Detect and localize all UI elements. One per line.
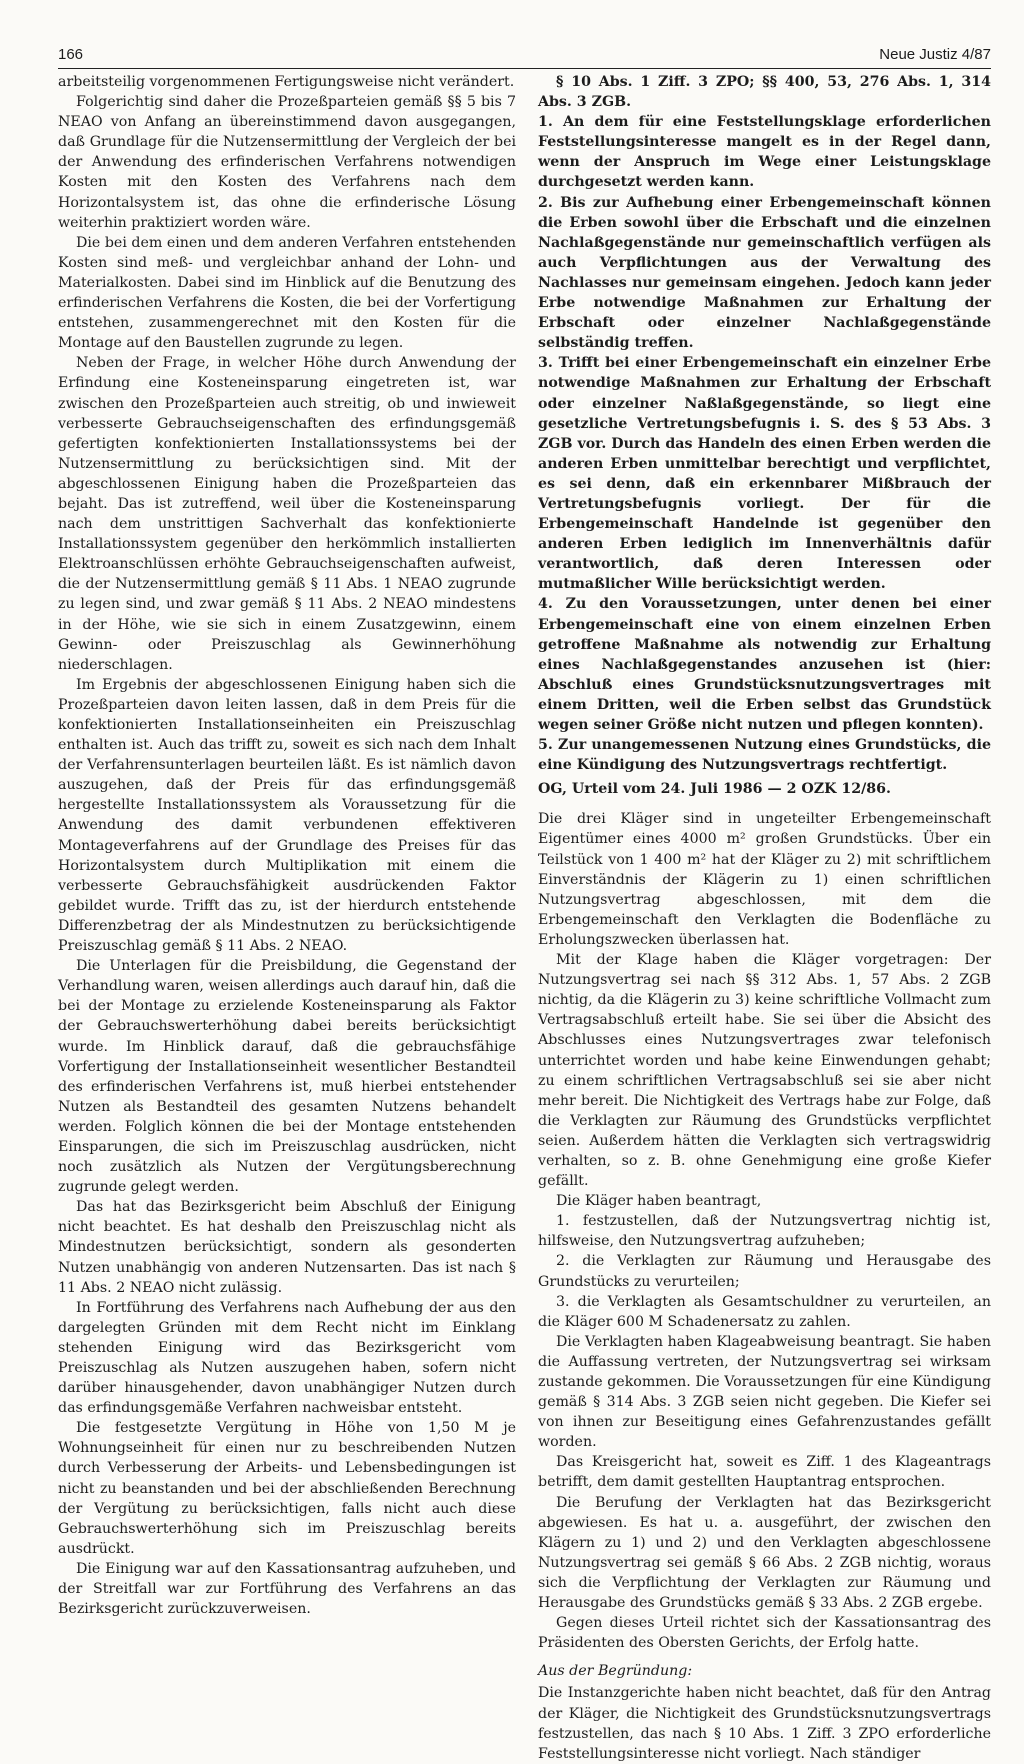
right-column bbox=[538, 72, 991, 1762]
paragraph: 2. die Verklagten zur Räumung und Herausgabe des Grundstücks zu verurteilen; bbox=[538, 1253, 991, 1290]
headnote-1: 1. An dem für eine Feststellungsklage erforderlichen Feststellungsinteresse mangelt es in der Regel dann, wenn der Anspruch im Wege einer Leistungsklage durchgesetzt werden kann. bbox=[538, 114, 991, 191]
journal-issue: Neue Justiz 4/87 bbox=[879, 46, 991, 63]
paragraph: Im Ergebnis der abgeschlossenen Einigung haben sich die Prozeßparteien davon leiten lassen, daß in dem Preis für die konfektionierten Installationseinheiten ein Preiszuschlag enthalten ist. Auch das trifft zu, soweit es sich nach dem Inhalt der Verfahrensunterlagen beurteilen läßt. Es ist nämlich davon auszugehen, daß der Preis für das erfindungsgemäß hergestellte Installationssystem als Voraussetzung für die Anwendung des damit verbundenen effektiveren Montageverfahrens auf der Grundlage des Preises für das Horizontalsystem durch Multiplikation mit einem die verbesserte Gebrauchsfähigkeit ausdrückenden Faktor gebildet wurde. Trifft das zu, ist der hierdurch entstehende Differenzbetrag der als Mindestnutzen zu berücksichtigende Preiszuschlag gemäß § 11 Abs. 2 NEAO. bbox=[58, 676, 516, 955]
paragraph: Das Kreisgericht hat, soweit es Ziff. 1 des Klageantrags betrifft, dem damit gestellten Hauptantrag entsprochen. bbox=[538, 1454, 991, 1491]
paragraph: Die Einigung war auf den Kassationsantrag aufzuheben, und der Streitfall war zur Fortführung des Verfahrens an das Bezirksgericht zurückzuverweisen. bbox=[58, 1560, 516, 1618]
headnote-3: 3. Trifft bei einer Erbengemeinschaft ein einzelner Erbe notwendige Maßnahmen zur Erhaltung der Erbschaft oder einzelner Naßlaßgegenstände, so liegt eine gesetzliche Vertretungsbefugnis i. S. des § 53 Abs. 3 ZGB vor. Durch das Handeln des einen Erben werden die anderen Erben unmittelbar berechtigt und verpflichtet, es sei denn, daß ein erkennbarer Mißbrauch der Vertretungsbefugnis vorliegt. Der für die Erbengemeinschaft Handelnde ist gegenüber den anderen Erben lediglich im Innenverhältnis dafür verantwortlich, daß deren Interessen oder mutmaßlicher Wille berücksichtigt werden. bbox=[538, 355, 991, 593]
paragraph: Gegen dieses Urteil richtet sich der Kassationsantrag des Präsidenten des Obersten Gerichts, der Erfolg hatte. bbox=[538, 1615, 991, 1652]
headnote-2: 2. Bis zur Aufhebung einer Erbengemeinschaft können die Erben sowohl über die Erbschaft und die einzelnen Nachlaßgegenstände nur gemeinschaftlich verfügen als auch Verpflichtungen aus der Verwaltung des Nachlasses nur gemeinsam eingehen. Jedoch kann jeder Erbe notwendige Maßnahmen zur Erhaltung der Erbschaft oder einzelner Nachlaßgegenstände selbständig treffen. bbox=[538, 194, 991, 352]
page-header bbox=[58, 46, 991, 69]
headnote-4: 4. Zu den Voraussetzungen, unter denen bei einer Erbengemeinschaft eine von einem einzelnen Erben getroffene Maßnahme als notwendig zur Erhaltung eines Nachlaßgegenstandes anzusehen ist (hier: Abschluß eines Grundstücksnutzungsvertrages mit einem Dritten, weil die Erben selbst das Grundstück wegen seiner Größe nicht nutzen und pflegen konnten). bbox=[538, 596, 991, 733]
paragraph: Die Unterlagen für die Preisbildung, die Gegenstand der Verhandlung waren, weisen allerdings auch darauf hin, daß die bei der Montage zu erzielende Kosteneinsparung als Faktor der Gebrauchswerterhöhung dabei bereits berücksichtigt wurde. Im Hinblick darauf, daß die gebrauchsfähige Vorfertigung der Installationseinheit wesentlicher Bestandteil des erfinderischen Verfahrens ist, muß hierbei entstehender Nutzen als Bestandteil des gesamten Nutzens behandelt werden. Folglich können die bei der Montage entstehenden Einsparungen, die sich im Preiszuschlag ausdrücken, nicht noch zusätzlich als Nutzen der Vergütungsberechnung zugrunde gelegt werden. bbox=[58, 958, 516, 1196]
headnote-5: 5. Zur unangemessenen Nutzung eines Grundstücks, die eine Kündigung des Nutzungsvertrags rechtfertigt. bbox=[538, 737, 991, 774]
paragraph: Folgerichtig sind daher die Prozeßparteien gemäß §§ 5 bis 7 NEAO von Anfang an übereinstimmend davon ausgegangen, daß Grundlage für die Nutzensermittlung der Vergleich der bei der Anwendung des erfinderischen Verfahrens notwendigen Kosten mit den Kosten des Verfahrens nach dem Horizontalsystem ist, das ohne die erfinderische Lösung weiterhin praktiziert worden wäre. bbox=[58, 94, 516, 231]
paragraph: Die drei Kläger sind in ungeteilter Erbengemeinschaft Eigentümer eines 4000 m² großen Grundstücks. Über ein Teilstück von 1 400 m² hat der Kläger zu 2) mit schriftlichem Einverständnis der Klägerin zu 1) einen schriftlichen Nutzungsvertrag abgeschlossen, mit dem die Erbengemeinschaft den Verklagten die Bodenfläche zu Erholungszwecken überlassen hat. bbox=[538, 811, 991, 948]
judgment-body bbox=[538, 809, 991, 1763]
paragraph: 1. festzustellen, daß der Nutzungsvertrag nichtig ist, hilfsweise, den Nutzungsvertrag aufzuheben; bbox=[538, 1213, 991, 1250]
statute-citation: § 10 Abs. 1 Ziff. 3 ZPO; §§ 400, 53, 276 Abs. 1, 314 Abs. 3 ZGB. bbox=[538, 74, 991, 111]
page-number: 166 bbox=[58, 46, 84, 63]
paragraph: Mit der Klage haben die Kläger vorgetragen: Der Nutzungsvertrag sei nach §§ 312 Abs. 1, 57 Abs. 2 ZGB nichtig, da die Klägerin zu 3) keine schriftliche Vollmacht zum Vertragsabschluß erteilt habe. Sie sei über die Absicht des Abschlusses eines Nutzungsvertrages zwar telefonisch unterrichtet worden und habe keine Einwendungen gehabt; zu einem schriftlichen Vertragsabschluß sei sie aber nicht mehr bereit. Die Nichtigkeit des Vertrags habe zur Folge, daß die Verklagten zur Räumung des Grundstücks verpflichtet seien. Außerdem hätten die Verklagten sich vertragswidrig verhalten, so z. B. ohne Genehmigung eine große Kiefer gefällt. bbox=[538, 952, 991, 1190]
paragraph: In Fortführung des Verfahrens nach Aufhebung der aus den dargelegten Gründen mit dem Recht nicht im Einklang stehenden Einigung wird das Bezirksgericht vom Preiszuschlag als Nutzen auszugehen haben, sofern nicht darüber hinausgehender, davon unabhängiger Nutzen durch das erfindungsgemäße Verfahren nachweisbar entsteht. bbox=[58, 1299, 516, 1417]
paragraph: Die Berufung der Verklagten hat das Bezirksgericht abgewiesen. Es hat u. a. ausgeführt, der zwischen den Klägern zu 1) und 2) und den Verklagten abgeschlossene Nutzungsvertrag sei gemäß § 66 Abs. 2 ZGB nichtig, woraus sich die Verpflichtung der Verklagten zur Räumung und Herausgabe des Grundstücks gemäß § 33 Abs. 2 ZGB ergebe. bbox=[538, 1494, 991, 1612]
section-heading: Aus der Begründung: bbox=[538, 1663, 693, 1680]
paragraph: arbeitsteilig vorgenommenen Fertigungsweise nicht verändert. bbox=[58, 74, 515, 90]
paragraph: Die Verklagten haben Klageabweisung beantragt. Sie haben die Auffassung vertreten, der Nutzungsvertrag sei wirksam zustande gekommen. Die Voraussetzungen für eine Kündigung gemäß § 314 Abs. 3 ZGB seien nicht gegeben. Die Kiefer sei von ihnen zur Beseitigung eines Gefahrenzustandes gefällt worden. bbox=[538, 1333, 991, 1451]
paragraph: Neben der Frage, in welcher Höhe durch Anwendung der Erfindung eine Kosteneinsparung eingetreten ist, war zwischen den Prozeßparteien auch streitig, ob und inwieweit verbesserte Gebrauchseigenschaften des erfindungsgemäß gefertigten konfektionierten Installationssystems bei der Nutzensermittlung zu berücksichtigen sind. Mit der abgeschlossenen Einigung haben die Prozeßparteien das bejaht. Das ist zutreffend, weil über die Kosteneinsparung nach dem unstrittigen Sachverhalt das konfektionierte Installationssystem gegenüber den herkömmlich installierten Elektroanschlüssen erhöhte Gebrauchseigenschaften aufweist, die der Nutzensermittlung gemäß § 11 Abs. 1 NEAO zugrunde zu legen sind, und zwar gemäß § 11 Abs. 2 NEAO mindestens in der Höhe, wie sie sich in einem Zusatzgewinn, einem Gewinn- oder Preiszuschlag als Gewinnerhöhung niederschlagen. bbox=[58, 355, 516, 673]
paragraph: Die bei dem einen und dem anderen Verfahren entstehenden Kosten sind meß- und vergleichbar anhand der Lohn- und Materialkosten. Dabei sind im Hinblick auf die Benutzung des erfinderischen Verfahrens die Kosten, die bei der Vorfertigung entstehen, zusammengerechnet mit den Kosten für die Montage auf den Baustellen zugrunde zu legen. bbox=[58, 234, 516, 352]
paragraph: Die Kläger haben beantragt, bbox=[556, 1193, 762, 1210]
case-reference: OG, Urteil vom 24. Juli 1986 — 2 OZK 12/86. bbox=[538, 781, 891, 798]
paragraph: Die festgesetzte Vergütung in Höhe von 1,50 M je Wohnungseinheit für einen nur zu beschreibenden Nutzen durch Verbesserung der Arbeits- und Lebensbedingungen ist nicht zu beanstanden und bei der abschließenden Berechnung der Vergütung zu berücksichtigen, falls nicht auch diese Gebrauchswerterhöhung sich im Preiszuschlag bereits ausdrückt. bbox=[58, 1420, 516, 1557]
paragraph: 3. die Verklagten als Gesamtschuldner zu verurteilen, an die Kläger 600 M Schadenersatz zu zahlen. bbox=[538, 1293, 991, 1330]
paragraph: Das hat das Bezirksgericht beim Abschluß der Einigung nicht beachtet. Es hat deshalb den Preiszuschlag nicht als Mindestnutzen berücksichtigt, sondern als gesonderten Nutzen unabhängig von anderen Nutzensarten. Das ist nach § 11 Abs. 2 NEAO nicht zulässig. bbox=[58, 1199, 516, 1296]
paragraph: Die Instanzgerichte haben nicht beachtet, daß für den Antrag der Kläger, die Nichtigkeit des Grundstücksnutzungsvertrags festzustellen, das nach § 10 Abs. 1 Ziff. 3 ZPO erforderliche Feststellungsinteresse nicht vorliegt. Nach ständiger bbox=[538, 1685, 991, 1762]
left-column bbox=[58, 72, 516, 1618]
